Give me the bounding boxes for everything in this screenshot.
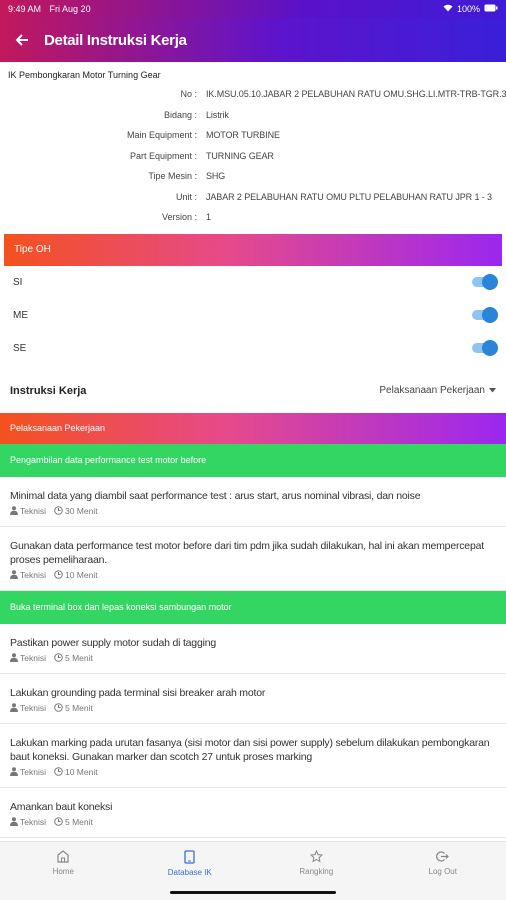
- nav-label: Log Out: [428, 867, 457, 876]
- info-row-version: Version : 1: [161, 212, 211, 223]
- clock-icon: [54, 703, 63, 712]
- dropdown-value: Pelaksanaan Pekerjaan: [379, 385, 485, 396]
- star-icon: [310, 850, 323, 863]
- person-icon: [10, 506, 18, 515]
- back-button[interactable]: [12, 30, 32, 50]
- instruksi-header: [0, 369, 506, 413]
- arrow-left-icon: [15, 33, 29, 47]
- status-battery: 100%: [456, 4, 480, 14]
- caret-down-icon: [489, 388, 496, 393]
- task-duration: 10 Menit: [64, 766, 98, 777]
- group-header: Buka terminal box dan lepas koneksi sambungan motor: [0, 591, 506, 624]
- task-role: Teknisi: [20, 702, 46, 713]
- clock-icon: [54, 570, 63, 579]
- info-row-part-equipment: Part Equipment : TURNING GEAR: [129, 150, 274, 161]
- clock-icon: [54, 653, 63, 662]
- task-item[interactable]: [0, 674, 506, 724]
- tipe-oh-header: Tipe OH: [4, 234, 502, 266]
- app-bar: [0, 18, 506, 62]
- nav-label: Rangking: [299, 867, 334, 876]
- task-duration: 10 Menit: [64, 569, 98, 580]
- database-icon: [184, 850, 195, 864]
- ik-title: IK Pembongkaran Motor Turning Gear: [8, 70, 161, 80]
- info-row-tipe-mesin: Tipe Mesin : SHG: [148, 171, 226, 182]
- task-duration: 5 Menit: [64, 816, 93, 827]
- info-row-unit: Unit : JABAR 2 PELABUHAN RATU OMU PLTU PELABUHAN RATU JPR 1 - 3: [175, 191, 492, 202]
- nav-label: Database IK: [167, 868, 212, 877]
- task-item[interactable]: [0, 724, 506, 788]
- person-icon: [10, 703, 18, 712]
- task-item[interactable]: [0, 788, 506, 838]
- clock-icon: [54, 767, 63, 776]
- section-header: Pelaksanaan Pekerjaan: [0, 413, 506, 444]
- ik-info: [0, 84, 506, 228]
- task-duration: 5 Menit: [64, 652, 93, 663]
- person-icon: [10, 817, 18, 826]
- nav-logout[interactable]: [380, 842, 506, 900]
- info-row-bidang: Bidang : Listrik: [163, 109, 229, 120]
- me-toggle[interactable]: [472, 310, 494, 320]
- home-icon: [57, 850, 69, 863]
- switch-row-me: [0, 299, 506, 332]
- task-role: Teknisi: [20, 652, 46, 663]
- task-text: Gunakan data performance test motor before dari tim pdm jika sudah dilakukan, hal ini akan mempercepat proses pemeliharaan.: [10, 539, 484, 566]
- switch-label: ME: [13, 309, 28, 321]
- main-content[interactable]: [0, 62, 506, 841]
- task-role: Teknisi: [20, 505, 46, 516]
- status-time: 9:49 AM: [8, 4, 42, 14]
- wifi-icon: [443, 4, 453, 14]
- task-role: Teknisi: [20, 766, 46, 777]
- page-title: Detail Instruksi Kerja: [44, 31, 187, 49]
- instruksi-label: Instruksi Kerja: [10, 384, 87, 397]
- switch-label: SE: [13, 342, 27, 354]
- battery-icon: [484, 4, 498, 14]
- task-text: Minimal data yang diambil saat performance test : arus start, arus nominal vibrasi, dan noise: [10, 489, 421, 502]
- nav-home[interactable]: [0, 842, 127, 900]
- person-icon: [10, 767, 18, 776]
- task-duration: 5 Menit: [64, 702, 93, 713]
- task-duration: 30 Menit: [64, 505, 98, 516]
- switch-label: SI: [13, 276, 23, 288]
- task-item[interactable]: [0, 477, 506, 527]
- status-date: Fri Aug 20: [49, 4, 91, 14]
- home-indicator: [170, 891, 336, 894]
- status-bar: [0, 0, 506, 18]
- switch-row-si: [0, 266, 506, 299]
- task-item[interactable]: [0, 527, 506, 591]
- task-role: Teknisi: [20, 569, 46, 580]
- logout-icon: [436, 850, 449, 863]
- clock-icon: [54, 506, 63, 515]
- instruksi-dropdown[interactable]: [379, 385, 496, 396]
- se-toggle[interactable]: [472, 343, 494, 353]
- task-item[interactable]: [0, 624, 506, 674]
- person-icon: [10, 570, 18, 579]
- task-text: Pastikan power supply motor sudah di tagging: [10, 636, 216, 649]
- nav-label: Home: [52, 867, 74, 876]
- group-header: Pengambilan data performance test motor before: [0, 444, 506, 477]
- info-row-main-equipment: Main Equipment : MOTOR TURBINE: [126, 130, 280, 141]
- task-text: Amankan baut koneksi: [10, 800, 113, 813]
- task-text: Lakukan marking pada urutan fasanya (sisi motor dan sisi power supply) sebelum dilakukan pembongkaran baut koneksi. Gunakan marker dan scotch 27 untuk proses marking: [10, 736, 490, 763]
- clock-icon: [54, 817, 63, 826]
- task-text: Lakukan grounding pada terminal sisi breaker arah motor: [10, 686, 266, 699]
- task-role: Teknisi: [20, 816, 46, 827]
- info-row-no: No : IK.MSU.05.10.JABAR 2 PELABUHAN RATU OMU.SHG.LI.MTR-TRB-TGR.3: [180, 89, 506, 100]
- switch-row-se: [0, 332, 506, 365]
- si-toggle[interactable]: [472, 277, 494, 287]
- person-icon: [10, 653, 18, 662]
- bottom-nav: [0, 841, 506, 900]
